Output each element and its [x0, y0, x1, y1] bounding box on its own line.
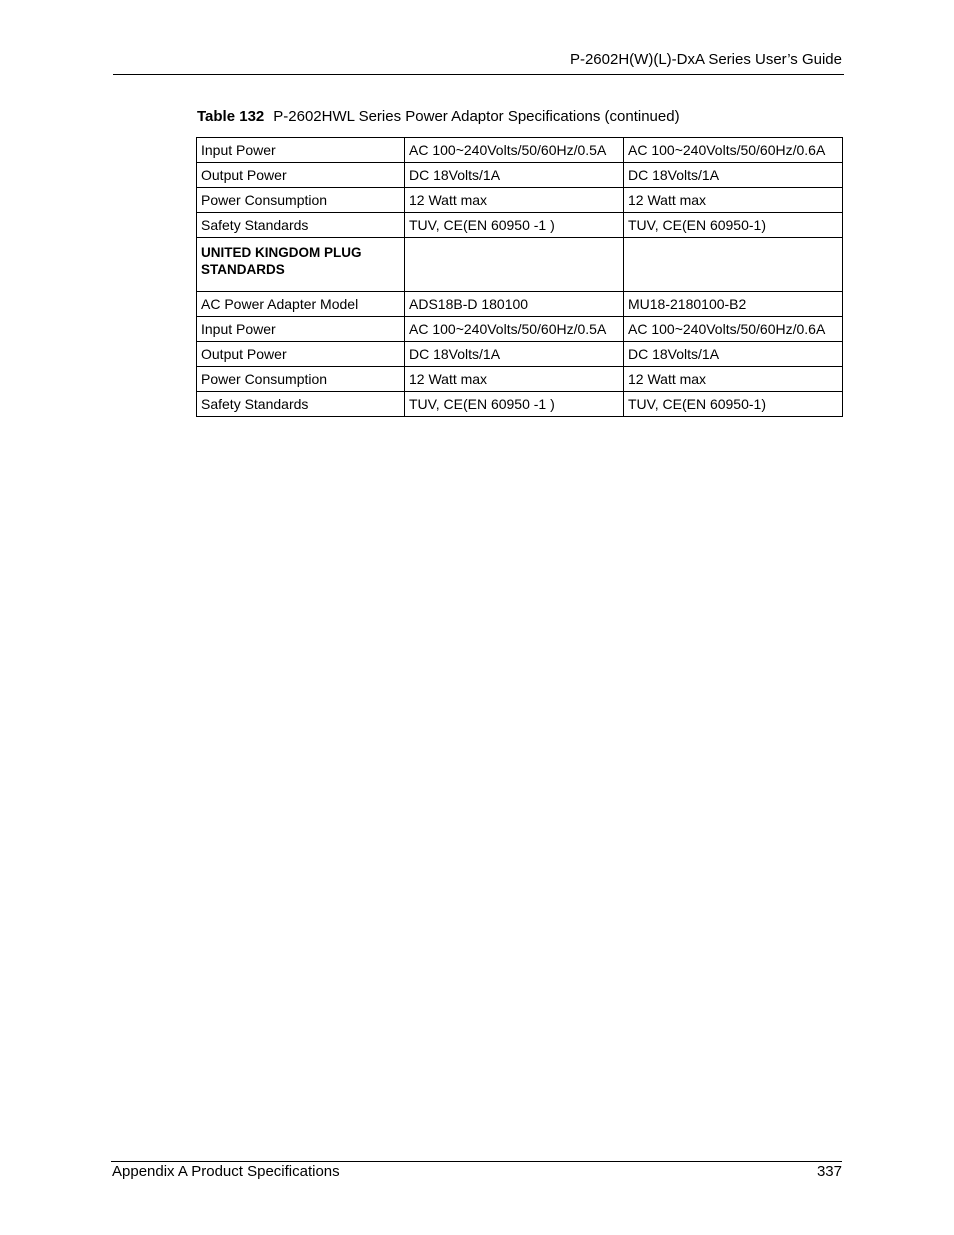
spec-name-cell: AC Power Adapter Model [197, 292, 405, 317]
table-row [197, 292, 843, 317]
table-row [197, 188, 843, 213]
spec-name-cell: Safety Standards [197, 392, 405, 417]
table-row [197, 317, 843, 342]
spec-value-cell: 12 Watt max [405, 367, 624, 392]
spec-name-cell: Output Power [197, 163, 405, 188]
spec-name-cell: Power Consumption [197, 188, 405, 213]
section-heading-row [197, 238, 843, 292]
spec-value-cell: 12 Watt max [624, 188, 843, 213]
spec-value-cell: ADS18B-D 180100 [405, 292, 624, 317]
guide-title: P-2602H(W)(L)-DxA Series User’s Guide [569, 51, 842, 68]
table-row [197, 342, 843, 367]
spec-value-cell: DC 18Volts/1A [624, 163, 843, 188]
page-number: 337 [816, 1163, 842, 1180]
spec-value-cell: AC 100~240Volts/50/60Hz/0.5A [405, 138, 624, 163]
table-caption [197, 108, 680, 126]
page-footer [111, 1161, 842, 1184]
footer-section-title: Appendix A Product Specifications [112, 1163, 340, 1180]
spec-name-cell: Input Power [197, 317, 405, 342]
table-title: P-2602HWL Series Power Adaptor Specifications (continued) [273, 108, 680, 125]
page-header [113, 50, 844, 75]
power-adaptor-spec-table [196, 137, 843, 417]
spec-value-cell: TUV, CE(EN 60950-1) [624, 392, 843, 417]
table-row [197, 163, 843, 188]
spec-value-cell: AC 100~240Volts/50/60Hz/0.6A [624, 138, 843, 163]
spec-name-cell: Power Consumption [197, 367, 405, 392]
spec-value-cell: DC 18Volts/1A [624, 342, 843, 367]
spec-value-cell: AC 100~240Volts/50/60Hz/0.5A [405, 317, 624, 342]
spec-value-cell: DC 18Volts/1A [405, 163, 624, 188]
table-row [197, 213, 843, 238]
spec-name-cell: Safety Standards [197, 213, 405, 238]
spec-value-cell: 12 Watt max [624, 367, 843, 392]
table-row [197, 392, 843, 417]
spec-name-cell: Output Power [197, 342, 405, 367]
section-heading: UNITED KINGDOM PLUG STANDARDS [197, 238, 405, 292]
table-row [197, 138, 843, 163]
spec-value-cell: DC 18Volts/1A [405, 342, 624, 367]
table-row [197, 367, 843, 392]
spec-value-cell: TUV, CE(EN 60950 -1 ) [405, 213, 624, 238]
spec-value-cell: TUV, CE(EN 60950-1) [624, 213, 843, 238]
table-number: Table 132 [197, 108, 265, 125]
spec-name-cell: Input Power [197, 138, 405, 163]
spec-value-cell: TUV, CE(EN 60950 -1 ) [405, 392, 624, 417]
spec-value-cell: AC 100~240Volts/50/60Hz/0.6A [624, 317, 843, 342]
spec-value-cell: MU18-2180100-B2 [624, 292, 843, 317]
spec-value-cell: 12 Watt max [405, 188, 624, 213]
empty-cell [624, 238, 843, 292]
empty-cell [405, 238, 624, 292]
